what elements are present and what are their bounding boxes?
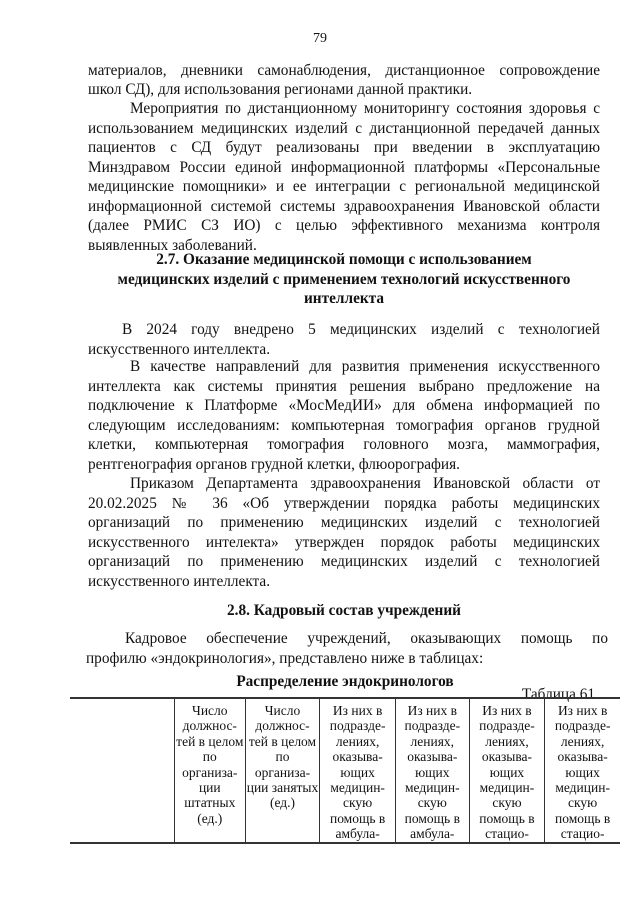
text-line: школ СД), для использования регионами данной практики. (88, 81, 473, 98)
page-number: 79 (313, 31, 327, 46)
text-line: клетки, компьютерная томография головного мозга, маммография, (88, 436, 600, 453)
table-header-cell: Число должнос-тей в целом по организа-ции занятых (ед.) (245, 698, 320, 843)
text-line: Приказом Департамента здравоохранения Ивановской области от (130, 475, 600, 492)
heading-line: 2.7. Оказание медицинской помощи с использованием (156, 251, 532, 268)
endocrinologists-table (70, 697, 620, 844)
heading-line: интеллекта (303, 290, 385, 307)
text-line: рентгенография органов грудной клетки, флюорография. (88, 455, 460, 473)
text-line: Минздравом России единой информационной платформы «Персональные (88, 158, 600, 176)
text-line: В качестве направлений для развития применения искусственного (130, 358, 600, 375)
text-line: 20.02.2025 № 36 «Об утверждении порядка работы медицинских (88, 494, 600, 512)
text-line: искусственного интеллекта. (88, 572, 271, 590)
text-line: пациентов с СД будут реализованы при введении в эксплуатацию (88, 139, 600, 156)
table-header-cell: Число должнос-тей в целом по организа-ции штатных (ед.) (174, 698, 245, 843)
table-header-cell: Из них в подразде-лениях, оказыва-ющих медицин-скую помощь в амбула- (395, 698, 469, 843)
text-line: подключение к Платформе «МосМедИИ» для обмена информацией по (88, 397, 600, 414)
text-line: (далее РМИС СЗ ИО) с целью эффективного механизма контроля (88, 217, 600, 234)
table-header-cell: Из них в подразде-лениях, оказыва-ющих медицин-скую помощь в амбула- (320, 698, 396, 843)
text-line: Кадровое обеспечение учреждений, оказывающих помощь по (125, 630, 608, 647)
text-line: профилю «эндокринология», представлено ниже в таблицах: (86, 649, 484, 667)
text-line: выявленных заболеваний. (88, 236, 257, 254)
text-line: медицинские помощники» и ее интеграции с региональной медицинской (88, 178, 600, 195)
text-line: информационной системой системы здравоохранения Ивановской области (88, 197, 600, 215)
text-line: организаций по применению медицинских изделий с технологией (88, 553, 600, 570)
text-line: использованием медицинских изделий с дистанционной передачей данных (88, 119, 600, 137)
heading-line: медицинских изделий с применением технологий искусственного (117, 270, 571, 288)
text-line: материалов, дневники самонаблюдения, дистанционное сопровождение (88, 62, 600, 79)
table-title: Распределение эндокринологов (236, 673, 454, 690)
text-line: Мероприятия по дистанционному мониторингу состояния здоровья с (130, 100, 600, 117)
text-line: искусственного интелекта» утвержден порядок работы медицинских (88, 533, 600, 551)
text-line: организаций по применению медицинских изделий с технологией (88, 514, 600, 531)
text-line: интеллекта как системы принятия решения выбрано предложение на (88, 377, 600, 395)
section-heading-2-7 (88, 250, 600, 309)
table-header-cell (70, 698, 174, 843)
text-line: следующим исследованиям: компьютерная томография органов грудной (88, 416, 600, 434)
table-header-cell: Из них в подразде-лениях, оказыва-ющих медицин-скую помощь в стацио- (469, 698, 545, 843)
table-header-cell: Из них в подразде-лениях, оказыва-ющих медицин-скую помощь в стацио- (545, 698, 620, 843)
text-line: В 2024 году внедрено 5 медицинских изделий с технологией (122, 321, 600, 338)
section-heading-2-8: 2.8. Кадровый состав учреждений (227, 602, 461, 619)
text-line: искусственного интеллекта. (88, 340, 271, 358)
table-label: Таблица 61 (521, 686, 595, 703)
table-header-row (70, 698, 620, 843)
